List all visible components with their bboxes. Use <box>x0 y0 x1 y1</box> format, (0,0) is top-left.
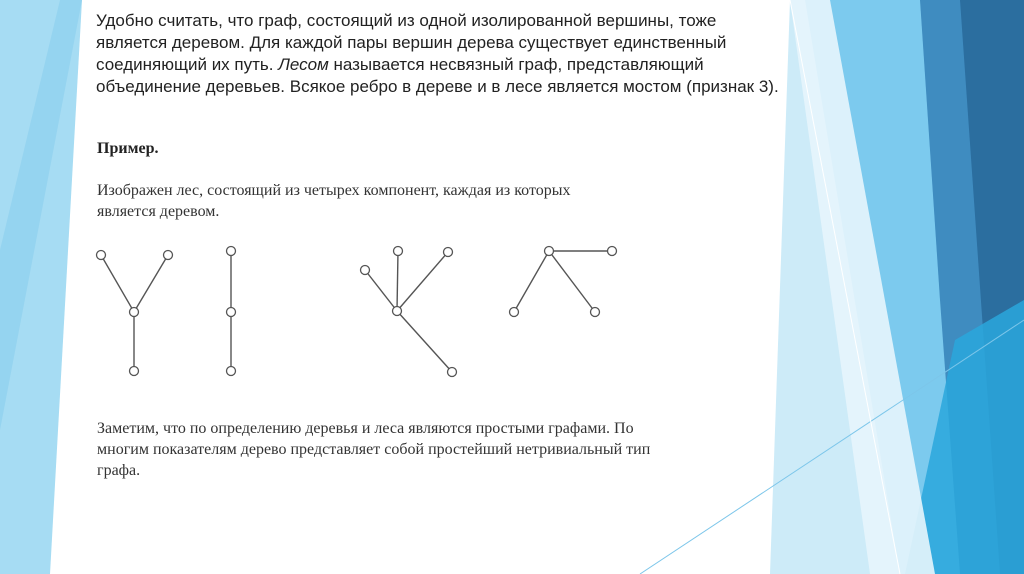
tree-vertex <box>227 367 236 376</box>
tree-vertex <box>591 308 600 317</box>
tree-vertex <box>227 247 236 256</box>
tree-vertex <box>97 251 106 260</box>
tree-edge <box>549 251 595 312</box>
tree-vertex <box>394 247 403 256</box>
tree-edge <box>365 270 397 311</box>
tree-edge <box>397 252 448 311</box>
tree-vertex <box>444 248 453 257</box>
tree-edge <box>397 311 452 372</box>
tree-vertex <box>130 367 139 376</box>
tree-vertex <box>393 307 402 316</box>
tree-vertex <box>130 308 139 317</box>
example-heading: Пример. <box>97 140 159 157</box>
intro-term-forest: Лесом <box>278 55 329 74</box>
tree-vertex <box>227 308 236 317</box>
tree-3 <box>361 247 457 377</box>
tree-vertex <box>510 308 519 317</box>
tree-edge <box>514 251 549 312</box>
tree-4 <box>510 247 617 317</box>
intro-text-part1: Удобно считать, что граф, состоящий из одной изолированной вершины, тоже является деревом. Для каждой пары вершин дерева существует единственный соединяющий их путь. <box>96 11 727 74</box>
tree-edge <box>134 255 168 312</box>
intro-text-part2: называется несвязный граф, представляющий объединение деревьев. Всякое ребро в дереве и в лесе является мостом (признак 3). <box>96 55 779 96</box>
forest-caption: Изображен лес, состоящий из четырех компонент, каждая из которых является деревом. <box>97 182 571 220</box>
tree-edge <box>101 255 134 312</box>
tree-vertex <box>448 368 457 377</box>
tree-edge <box>397 251 398 311</box>
tree-vertex <box>608 247 617 256</box>
tree-vertex <box>164 251 173 260</box>
tree-vertex <box>545 247 554 256</box>
tree-1 <box>97 251 173 376</box>
tree-2 <box>227 247 236 376</box>
tree-vertex <box>361 266 370 275</box>
note-paragraph: Заметим, что по определению деревья и леса являются простыми графами. По многим показателям дерево представляет собой простейший нетривиальный тип графа. <box>97 420 651 479</box>
